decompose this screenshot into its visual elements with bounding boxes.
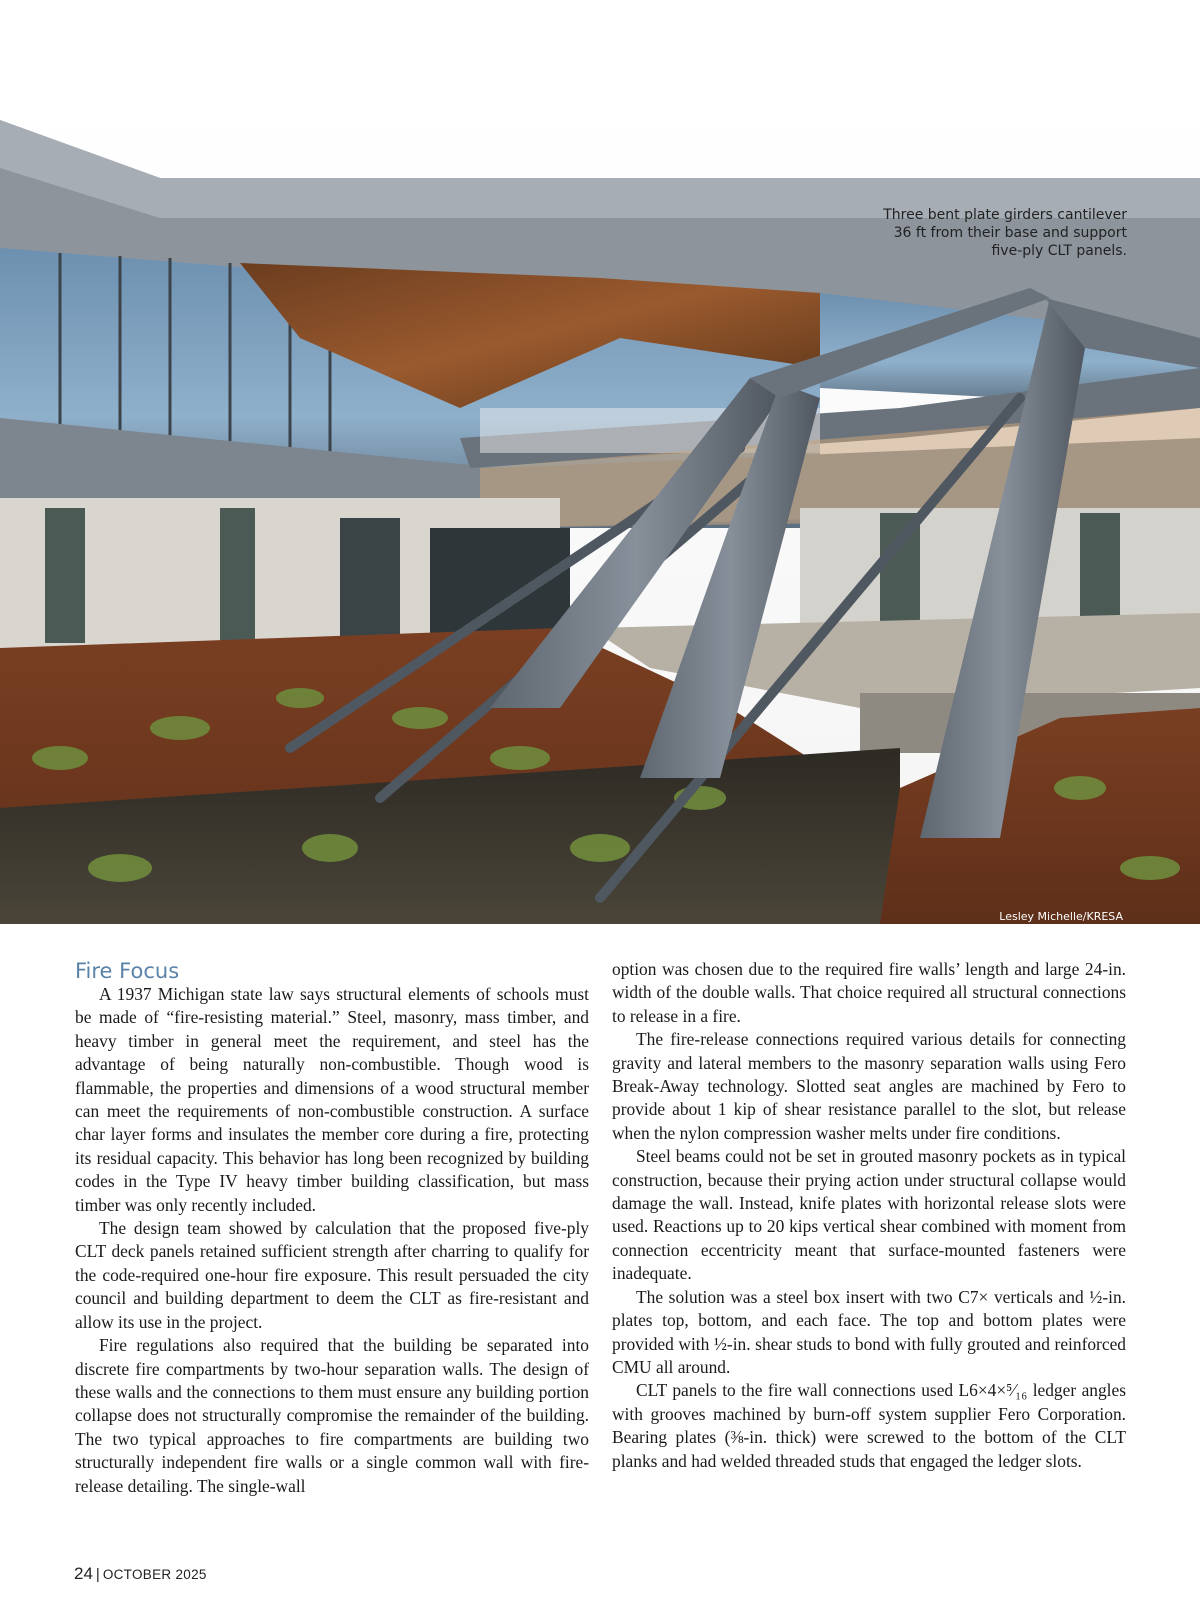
body-paragraph: The design team showed by calculation that the proposed five-ply CLT deck panels retained sufficient strength after charring to qualify for the code-required one-hour fire exposure. This result persuaded the city council and building department to deem the CLT as fire-resistant and allow its use in the project. [75, 1218, 589, 1332]
caption-line: five-ply CLT panels. [991, 243, 1127, 259]
body-paragraph: option was chosen due to the required fire walls’ length and large 24-in. width of the double walls. That choice required all structural connections to release in a fire. [612, 959, 1126, 1026]
page-number: 24 [74, 1564, 93, 1583]
body-paragraph: Fire regulations also required that the building be separated into discrete fire compartments by two-hour separation walls. The design of these walls and the connections to them must ensure any building portion collapse does not structurally compromise the remainder of the building. The two typical approaches to fire compartments are building two structurally independent fire walls or a single common wall with fire-release detailing. The single-wall [75, 1335, 589, 1496]
caption-line: 36 ft from their base and support [893, 225, 1127, 241]
photo-credit: Lesley Michelle/KRESA [999, 910, 1123, 923]
section-heading: Fire Focus [75, 959, 180, 983]
body-paragraph: A 1937 Michigan state law says structural elements of schools must be made of “fire-resisting material.” Steel, masonry, mass timber, and heavy timber in general meet the requirement, and steel has the advantage of being naturally non-combustible. Though wood is flammable, the properties and dimensions of a wood structural member can meet the requirements of non-combustible construction. A surface char layer forms and insulates the member core during a fire, protecting its residual capacity. This behavior has long been recognized by building codes in the Type IV heavy timber building classification, but mass timber was only recently included. [75, 984, 589, 1215]
body-paragraph: The solution was a steel box insert with two C7× verticals and ½-in. plates top, bottom, and each face. The top and bottom plates were provided with ½-in. shear studs to bond with fully grouted and reinforced CMU all around. [612, 1286, 1126, 1377]
body-paragraph: CLT panels to the fire wall connections used L6×4×⁵⁄₁₆ ledger angles with grooves machined by burn-off system supplier Fero Corporation. Bearing plates (⅜-in. thick) were screwed to the bottom of the CLT planks and had welded threaded studs that engaged the ledger slots. [612, 1380, 1126, 1471]
photo-caption [807, 206, 1127, 260]
body-paragraph: Steel beams could not be set in grouted masonry pockets as in typical construction, because their prying action under structural collapse would damage the wall. Instead, knife plates with horizontal release slots were used. Reactions up to 20 kips vertical shear combined with moment from connection eccentricity meant that surface-mounted fasteners were inadequate. [612, 1146, 1126, 1284]
article-column-left [75, 958, 589, 1498]
page-footer [74, 1564, 207, 1584]
article-column-right [612, 958, 1126, 1473]
caption-line: Three bent plate girders cantilever [883, 207, 1127, 223]
footer-separator: | [95, 1566, 100, 1583]
body-paragraph: The fire-release connections required various details for connecting gravity and lateral members to the masonry separation walls using Fero Break-Away technology. Slotted seat angles are machined by Fero to provide about 1 kip of shear resistance parallel to the slot, but release when the nylon compression washer melts under fire conditions. [612, 1029, 1126, 1143]
issue-date: OCTOBER 2025 [102, 1567, 207, 1582]
